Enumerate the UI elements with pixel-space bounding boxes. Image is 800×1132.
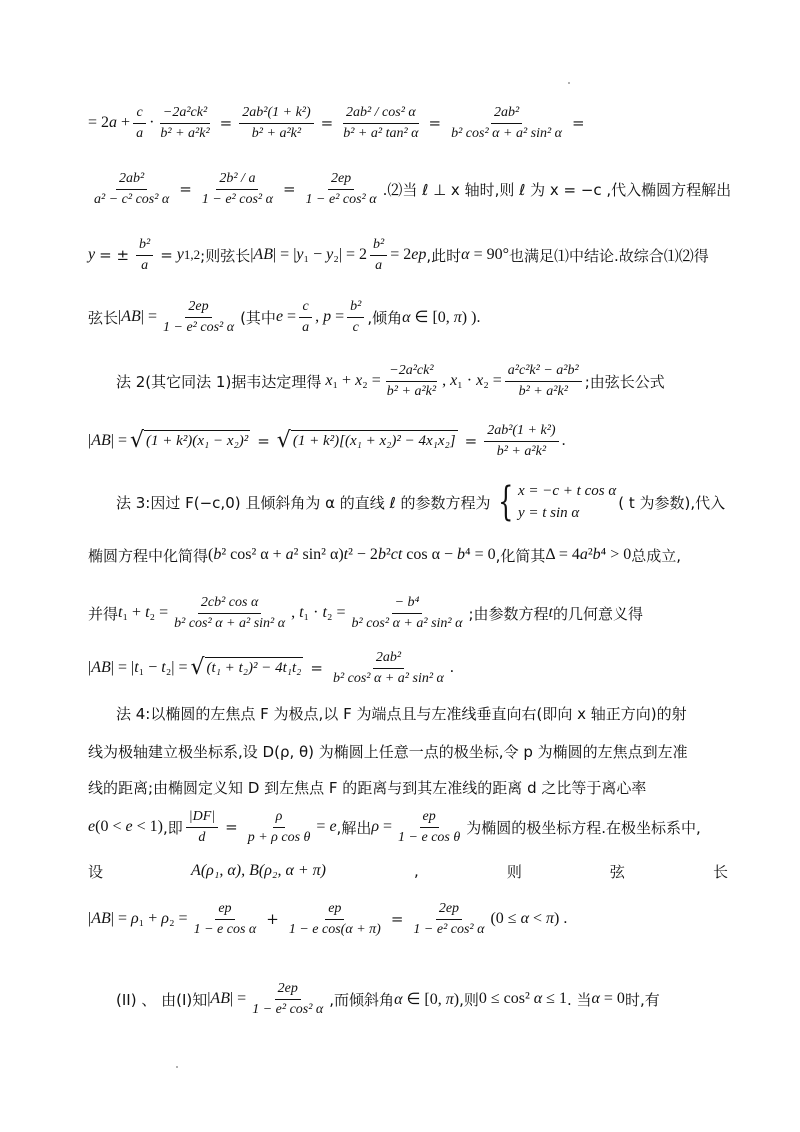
param-eq-x: x = −c + t cos α (517, 483, 617, 499)
l15-part-4: 弦 (609, 862, 625, 881)
l12-text: 线为极轴建立极坐标系,设 D(ρ, θ) 为椭圆上任意一点的极坐标,令 p 为椭圆的左焦点到左准 (88, 742, 688, 761)
page-dot (176, 1066, 178, 1068)
equation-line-3: y = ± $\frac{\text{b²}}{a}$ = y 1,2 ;则弦长 |AB| = |y₁ − y₂| = 2 $\frac{\text{b²}}{a}$ = 2ep ,此时 α = 90° 也满足⑴中结论.故综合⑴⑵得 (88, 236, 709, 273)
page-dot (568, 82, 570, 84)
method-3-tail: ( t 为参数),代入 (618, 493, 726, 512)
equation-line-15 (88, 856, 728, 886)
equation-line-1: = 2a + $\frac{c}{a}$ · $\frac{\text{−2a²ck²}}{\text{b² + a²k²}}$ = $\frac{\text{2ab²(1 + k²)}}{\text{b² + a²k²}}$ = $\frac{\text{2ab² / cos² α}}{\text{b² + a² tan² α}}$ = $\frac{\text{2ab²}}{\text{b² cos² α + a² sin² α}}$ = (88, 104, 585, 141)
equation-line-8: 椭圆方程中化简得 (b² cos² α + a² sin² α)t² − 2b²ct cos α − b⁴ = 0 ,化简其 Δ = 4a²b⁴ > 0 总成立, (88, 546, 682, 565)
method-4-line-1 (116, 700, 728, 726)
l15-part-3: 则 (506, 862, 522, 881)
equation-line-6: |AB| = √ (1 + k²)(x₁ − x₂)² = √ (1 + k²)[(x₁ + x₂)² − 4x₁x₂] = $\frac{\text{2ab²(1 + k²)}}{\text{b² + a²k²}}$ . (88, 422, 566, 459)
method-4-line-2 (88, 738, 728, 764)
method-2-tail: ;由弦长公式 (584, 372, 665, 391)
part-ii-line: (II) 、 由(I)知 |AB| = $\frac{2ep}{\text{1 − e² cos² α}}$ ,而倾斜角 α ∈ [0, π) ,则 0 ≤ cos² α ≤ 1 . 当 α = 0 时,有 (116, 980, 660, 1017)
equation-line-4: 弦长 |AB| = $\frac{2ep}{\text{1 − e² cos² α}}$ (其中 e = $\frac{c}{a}$ , p = $\frac{\text{b²}}{c}$ ,倾角 α ∈ [0, π) ). (88, 298, 481, 335)
equation-line-10: |AB| = |t₁ − t₂| = √ (t₁ + t₂)² − 4t₁t₂ = $\frac{\text{2ab²}}{\text{b² cos² α + a² sin² α}}$ . (88, 649, 454, 686)
l15-part-1: A(ρ₁, α), B(ρ₂, α + π) (191, 862, 326, 879)
method-3-label: 法 3:因过 F(−c,0) 且倾斜角为 α 的直线 ℓ 的参数方程为 (116, 493, 491, 512)
method-4-line-3 (88, 774, 728, 800)
l15-part-2: , (414, 862, 419, 880)
l13-text: 线的距离;由椭圆定义知 D 到左焦点 F 的距离与到其左准线的距离 d 之比等于离心率 (88, 778, 647, 797)
l2-text: .⑵当 ℓ ⊥ x 轴时,则 ℓ 为 x = −c ,代入椭圆方程解出 (382, 180, 732, 199)
equation-line-14: e(0 < e < 1) ,即 $\frac{|DF|}{d}$ = $\frac{\rho}{\text{p + ρ cos θ}}$ = e ,解出 ρ = $\frac{ep}{\text{1 − e cos θ}}$ 为椭圆的极坐标方程.在极坐标系中, (88, 808, 701, 845)
l11-text: 法 4:以椭圆的左焦点 F 为极点,以 F 为端点且与左准线垂直向右(即向 x 轴正方向)的射 (116, 704, 687, 723)
method-2-label: 法 2(其它同法 1)据韦达定理得 (116, 372, 322, 391)
method-2-line: 法 2(其它同法 1)据韦达定理得 x₁ + x₂ = $\frac{\text{−2a²ck²}}{\text{b² + a²k²}}$ , x₁ · x₂ = $\frac{\text{a²c²k² − a²b²}}{\text{b² + a²k²}}$ ;由弦长公式 (116, 362, 665, 399)
equation-line-16: |AB| = ρ₁ + ρ₂ = $\frac{ep}{\text{1 − e cos α}}$ + $\frac{ep}{\text{1 − e cos(α + π)}}$ = $\frac{2ep}{\text{1 − e² cos² α}}$ (0 ≤ α < π) . (88, 900, 568, 937)
equation-line-9: 并得 t₁ + t₂ = $\frac{\text{2cb² cos α}}{\text{b² cos² α + a² sin² α}}$ , t₁ · t₂ = $\frac{\text{− b⁴}}{\text{b² cos² α + a² sin² α}}$ ;由参数方程 t 的几何意义得 (88, 594, 643, 631)
method-3-line: 法 3:因过 F(−c,0) 且倾斜角为 α 的直线 ℓ 的参数方程为 { x = −c + t cos α y = t sin α ( t 为参数),代入 (116, 479, 726, 525)
equation-line-2: $\frac{\text{2ab²}}{\text{a² − c² cos² α}}$ = $\frac{\text{2b² / a}}{\text{1 − e² cos² α}}$ = $\frac{2ep}{\text{1 − e² cos² α}}$ .⑵当 ℓ ⊥ x 轴时,则 ℓ 为 x = −c ,代入椭圆方程解出 (94, 170, 732, 207)
param-eq-y: y = t sin α (517, 505, 580, 521)
l15-part-5: 长 (712, 862, 728, 881)
l15-part-0: 设 (88, 862, 104, 881)
